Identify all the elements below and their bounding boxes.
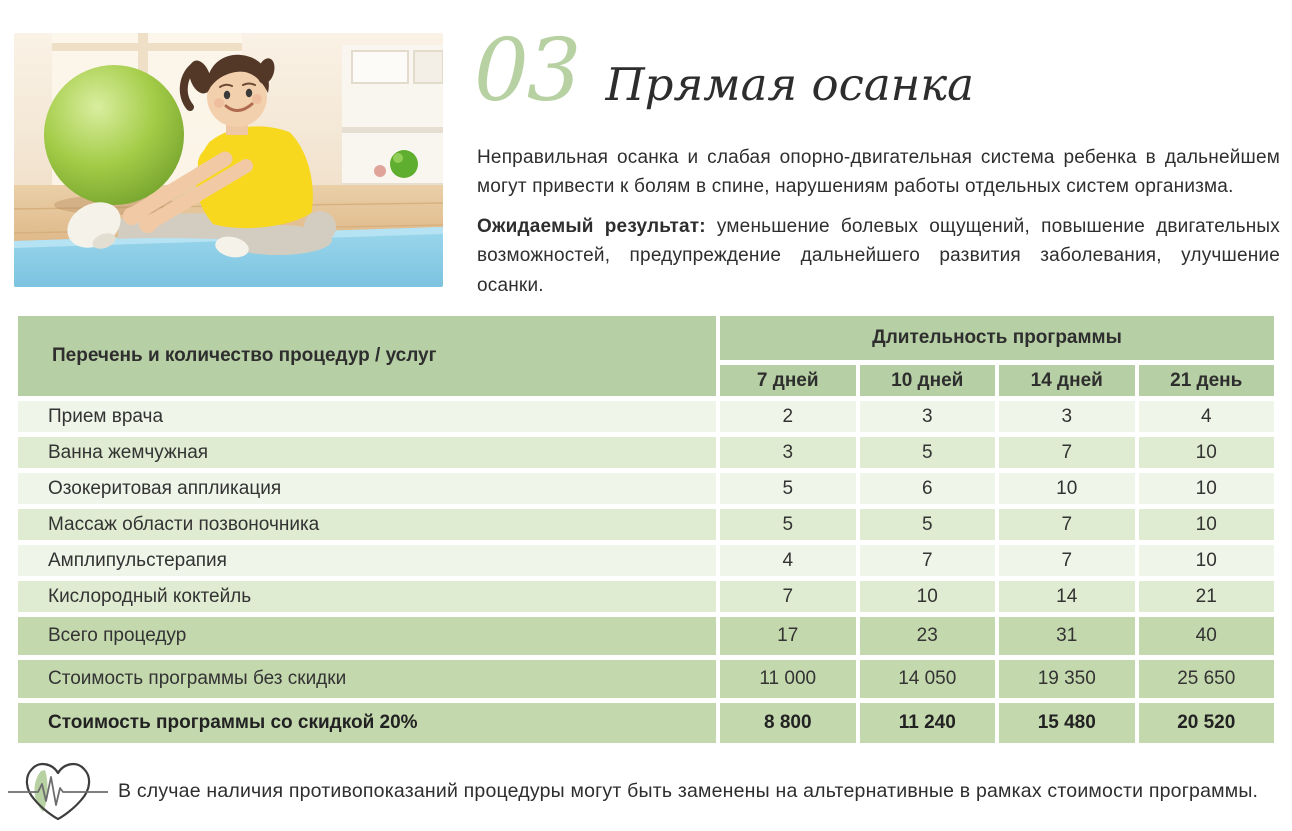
footnote-text: В случае наличия противопоказаний процедуры могут быть заменены на альтернативные в рамках стоимости программы. [118, 780, 1259, 803]
cell-value: 3 [720, 437, 856, 468]
cell-value: 10 [1139, 437, 1275, 468]
column-header-procedures: Перечень и количество процедур / услуг [18, 316, 716, 396]
footer-note-block [6, 760, 1288, 824]
cell-value: 40 [1139, 617, 1275, 655]
cell-value: 7 [860, 545, 996, 576]
table-row [18, 509, 1274, 540]
cell-value: 20 520 [1139, 703, 1275, 743]
cell-value: 4 [720, 545, 856, 576]
cell-value: 7 [999, 437, 1135, 468]
page-title: Прямая осанка [605, 58, 974, 111]
table-row [18, 437, 1274, 468]
program-number: 03 [474, 21, 580, 121]
cell-value: 5 [720, 509, 856, 540]
child-stretching-illustration [14, 33, 443, 287]
procedure-name: Амплипульстерапия [18, 545, 716, 576]
table-row-price-discount [18, 703, 1274, 743]
procedure-name: Кислородный коктейль [18, 581, 716, 612]
column-header-7-days: 7 дней [720, 365, 856, 396]
cell-value: 4 [1139, 401, 1275, 432]
column-header-duration: Длительность программы [720, 316, 1274, 360]
table-row-price [18, 660, 1274, 698]
cell-value: 7 [999, 509, 1135, 540]
intro-paragraph: Неправильная осанка и слабая опорно-двигательная система ребенка в дальнейшем могут привести к болям в спине, нарушениям работы отдельных систем организма. [477, 147, 1280, 198]
table-row [18, 545, 1274, 576]
cell-value: 8 800 [720, 703, 856, 743]
cell-value: 21 [1139, 581, 1275, 612]
cell-value: 5 [720, 473, 856, 504]
column-header-21-days: 21 день [1139, 365, 1275, 396]
procedure-name: Прием врача [18, 401, 716, 432]
table-header-row-1 [18, 316, 1274, 360]
cell-value: 14 050 [860, 660, 996, 698]
cell-value: 7 [999, 545, 1135, 576]
table-row-total [18, 617, 1274, 655]
cell-value: 11 000 [720, 660, 856, 698]
expected-result-paragraph [477, 212, 1280, 300]
cell-value: 3 [999, 401, 1135, 432]
cell-value: 2 [720, 401, 856, 432]
cell-value: 10 [1139, 545, 1275, 576]
table-row [18, 401, 1274, 432]
column-header-14-days: 14 дней [999, 365, 1135, 396]
cell-value: 7 [720, 581, 856, 612]
cell-value: 19 350 [999, 660, 1135, 698]
cell-value: 10 [1139, 509, 1275, 540]
pricing-table [14, 311, 1278, 748]
cell-value: 14 [999, 581, 1135, 612]
cell-value: 31 [999, 617, 1135, 655]
procedure-name: Массаж области позвоночника [18, 509, 716, 540]
cell-value: 10 [999, 473, 1135, 504]
child-stretching-photo [14, 33, 443, 287]
expected-result-text: уменьшение болевых ощущений, повышение двигательных возможностей, предупреждение дальнейшего развития заболевания, улучшение осанки. [477, 216, 1280, 296]
cell-value: 10 [860, 581, 996, 612]
cell-value: 3 [860, 401, 996, 432]
table-row [18, 581, 1274, 612]
cell-value: 10 [1139, 473, 1275, 504]
cell-value: 17 [720, 617, 856, 655]
cell-value: 15 480 [999, 703, 1135, 743]
page-heading [474, 21, 974, 121]
cell-value: 5 [860, 509, 996, 540]
table-row [18, 473, 1274, 504]
heart-pulse-icon [6, 760, 110, 824]
column-header-10-days: 10 дней [860, 365, 996, 396]
procedure-name: Всего процедур [18, 617, 716, 655]
cell-value: 11 240 [860, 703, 996, 743]
procedure-name: Стоимость программы со скидкой 20% [18, 703, 716, 743]
cell-value: 23 [860, 617, 996, 655]
cell-value: 5 [860, 437, 996, 468]
expected-result-label: Ожидаемый результат: [477, 216, 706, 237]
procedure-name: Ванна жемчужная [18, 437, 716, 468]
procedure-name: Озокеритовая аппликация [18, 473, 716, 504]
cell-value: 6 [860, 473, 996, 504]
procedure-name: Стоимость программы без скидки [18, 660, 716, 698]
cell-value: 25 650 [1139, 660, 1275, 698]
